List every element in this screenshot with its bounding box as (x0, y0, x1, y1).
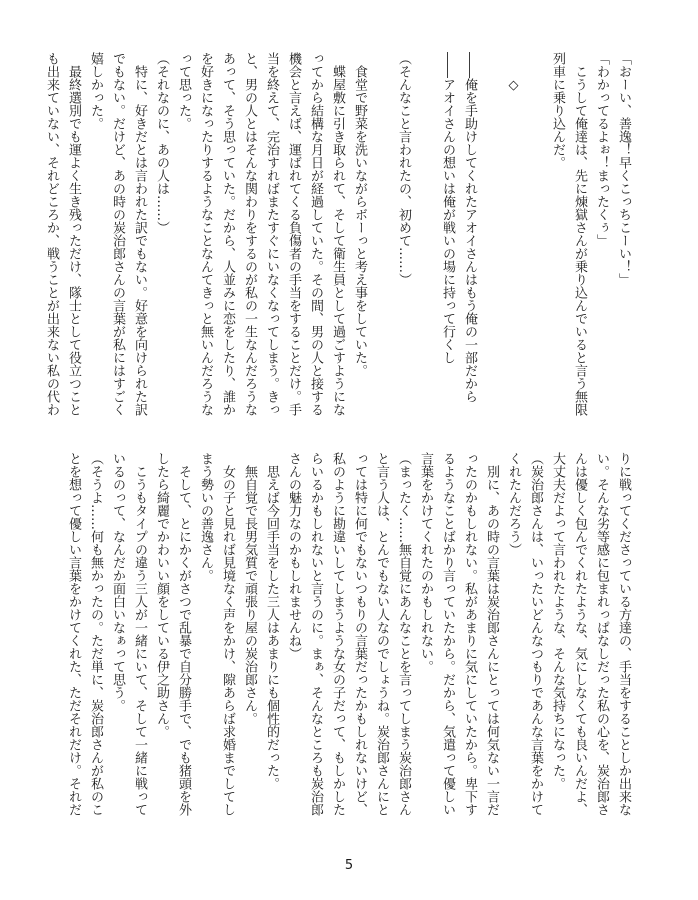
text-block-top: 「おーい、善逸！早くこっちこーい！」 「わかってるよぉ！まったくぅ」 こうして俺達は、先に煉獄さんが乗り込んでいると言う無限 列車に乗り込んだ。 ◇ ――俺を手助けしてくれたアオイさんはもう俺の一部だから ――アオイさんの想いは俺が戦いの場に持って行くし （そんなこと言われたの、初めて……） 食堂で野菜を洗いながらボーっと考え事をしていた。 蝶屋敷に引き取られて、そして衛生員として過ごすようにな ってから結構な月日が経過していた。その間、男の人と接する 機会と言えば、運ばれてくる負傷者の手当をすることだけ。手 当を終えて、完治すればまたすぐにいなくなってしまう。きっ と、男の人とはそんな関わりをするのが私の一生なんだろうな あって、そう思っていた。だから、人並みに恋をしたり、誰か を好きになったりするようなことなんてきっと無いんだろうな って思った。 （それなのに、あの人は……） 特に、好きだとは言われた訳でもない。好意を向けられた訳 でもない。だけど、あの時の炭治郎さんの言葉が私にはすごく 嬉しかった。 最終選別でも運よく生き残っただけ、隊士として役立つこと も出来ていない、それどころか、戦うことが出来ない私の代わ (44, 52, 631, 416)
page-number: 5 (344, 858, 354, 873)
text-block-bottom: りに戦ってくださっている方達の、手当をすることしか出来な い。そんな劣等感に包まれっぱなしだった私の心を、炭治郎さ んは優しく包んでくれたような、気にしなくても良いんだよ、 大丈夫だよって言われたような、そんな気持ちになった。 （炭治郎さんは、いったいどんなつもりであんな言葉をかけて くれたんだろう） 別に、あの時の言葉は炭治郎さんにとっては何気ない一言だ ったのかもしれない。私があまりに気にしていたから。卑下す るようなことばかり言っていたから。だから、気遣って優しい 言葉をかけてくれたのかもしれない。 （まったく……無自覚にあんなことを言ってしまう炭治郎さん と言う人は、とんでもない人なのでしょうね。炭治郎さんにと っては特に何でもないつもりの言葉だったかもしれないけど、 私のように勘違いしてしまうような女の子だって、もしかした らいるかもしれないと言うのに。まぁ、そんなところも炭治郎 さんの魅力なのかもしれませんね） 思えば今回手当をした三人はあまりにも個性的だった。 無自覚で長男気質で頑張り屋の炭治郎さん。 女の子と見れば見境なく声をかけ、隙あらば求婚までしてし まう勢いの善逸さん。 そして、とにかくがさつで乱暴で自分勝手で、でも猪頭を外 したら綺麗でかわいい顔をしている伊之助さん。 こうもタイプの違う三人が一緒にいて、そして一緒に戦って いるのって、なんだか面白いなぁって思う。 （そうよ……何も無かったの。ただ単に、炭治郎さんが私のこ とを想って優しい言葉をかけてくれた、ただそれだけ。それだ (66, 452, 631, 816)
